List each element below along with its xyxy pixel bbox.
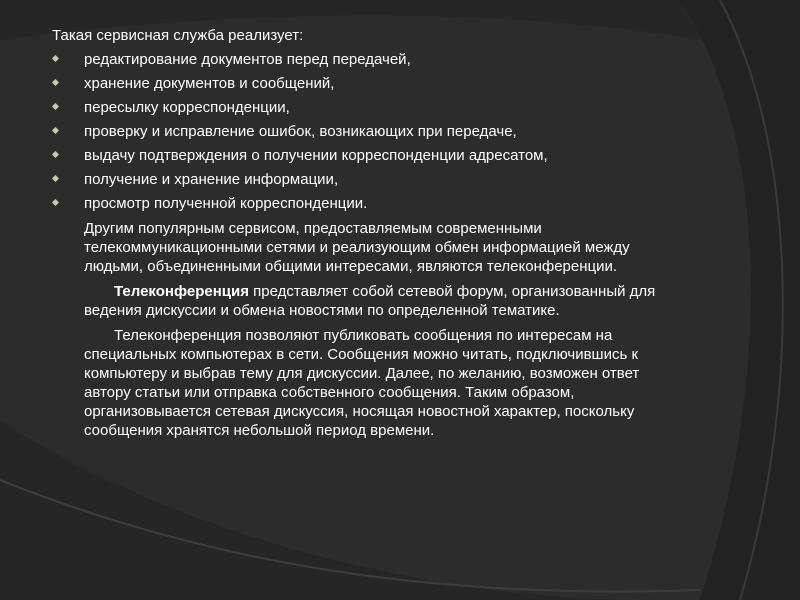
bullet-icon [52, 103, 59, 110]
bullet-icon [52, 127, 59, 134]
list-item: пересылку корреспонденции, [52, 98, 677, 117]
list-item: просмотр полученной корреспонденции. [52, 194, 677, 213]
list-item: проверку и исправление ошибок, возникающих при передаче, [52, 122, 677, 141]
intro-text: Такая сервисная служба реализует: [52, 27, 304, 44]
slide-content [52, 26, 677, 440]
bullet-icon [52, 199, 59, 206]
bullet-icon [52, 55, 59, 62]
term-bold: Телеконференция [114, 283, 249, 300]
list-item: хранение документов и сообщений, [52, 74, 677, 93]
list-item: редактирование документов перед передачей, [52, 50, 677, 69]
bullet-icon [52, 151, 59, 158]
paragraph-teleconferences-intro: Другим популярным сервисом, предоставляемым современными телекоммуникационными сетями и реализующим обмен информацией между людьми, объединенными общими интересами, являются телеконференции. [84, 220, 630, 275]
bullet-list [52, 50, 677, 213]
paragraph-teleconference-details: Телеконференция позволяют публиковать сообщения по интересам на специальных компьютерах в сети. Сообщения можно читать, подключившись к компьютеру и выбрав тему для дискуссии. Далее, по желанию, возможен ответ автору статьи или отправка собственного сообщения. Таким образом, организовывается сетевая дискуссия, носящая новостной характер, поскольку сообщения хранятся небольшой период времени. [84, 327, 640, 439]
bullet-icon [52, 175, 59, 182]
bullet-icon [52, 79, 59, 86]
list-item: получение и хранение информации, [52, 170, 677, 189]
list-item: выдачу подтверждения о получении корреспонденции адресатом, [52, 146, 677, 165]
paragraph-teleconference-definition: Телеконференция представляет собой сетевой форум, организованный для ведения дискуссии и обмена новостями по определенной тематике. [84, 283, 656, 319]
